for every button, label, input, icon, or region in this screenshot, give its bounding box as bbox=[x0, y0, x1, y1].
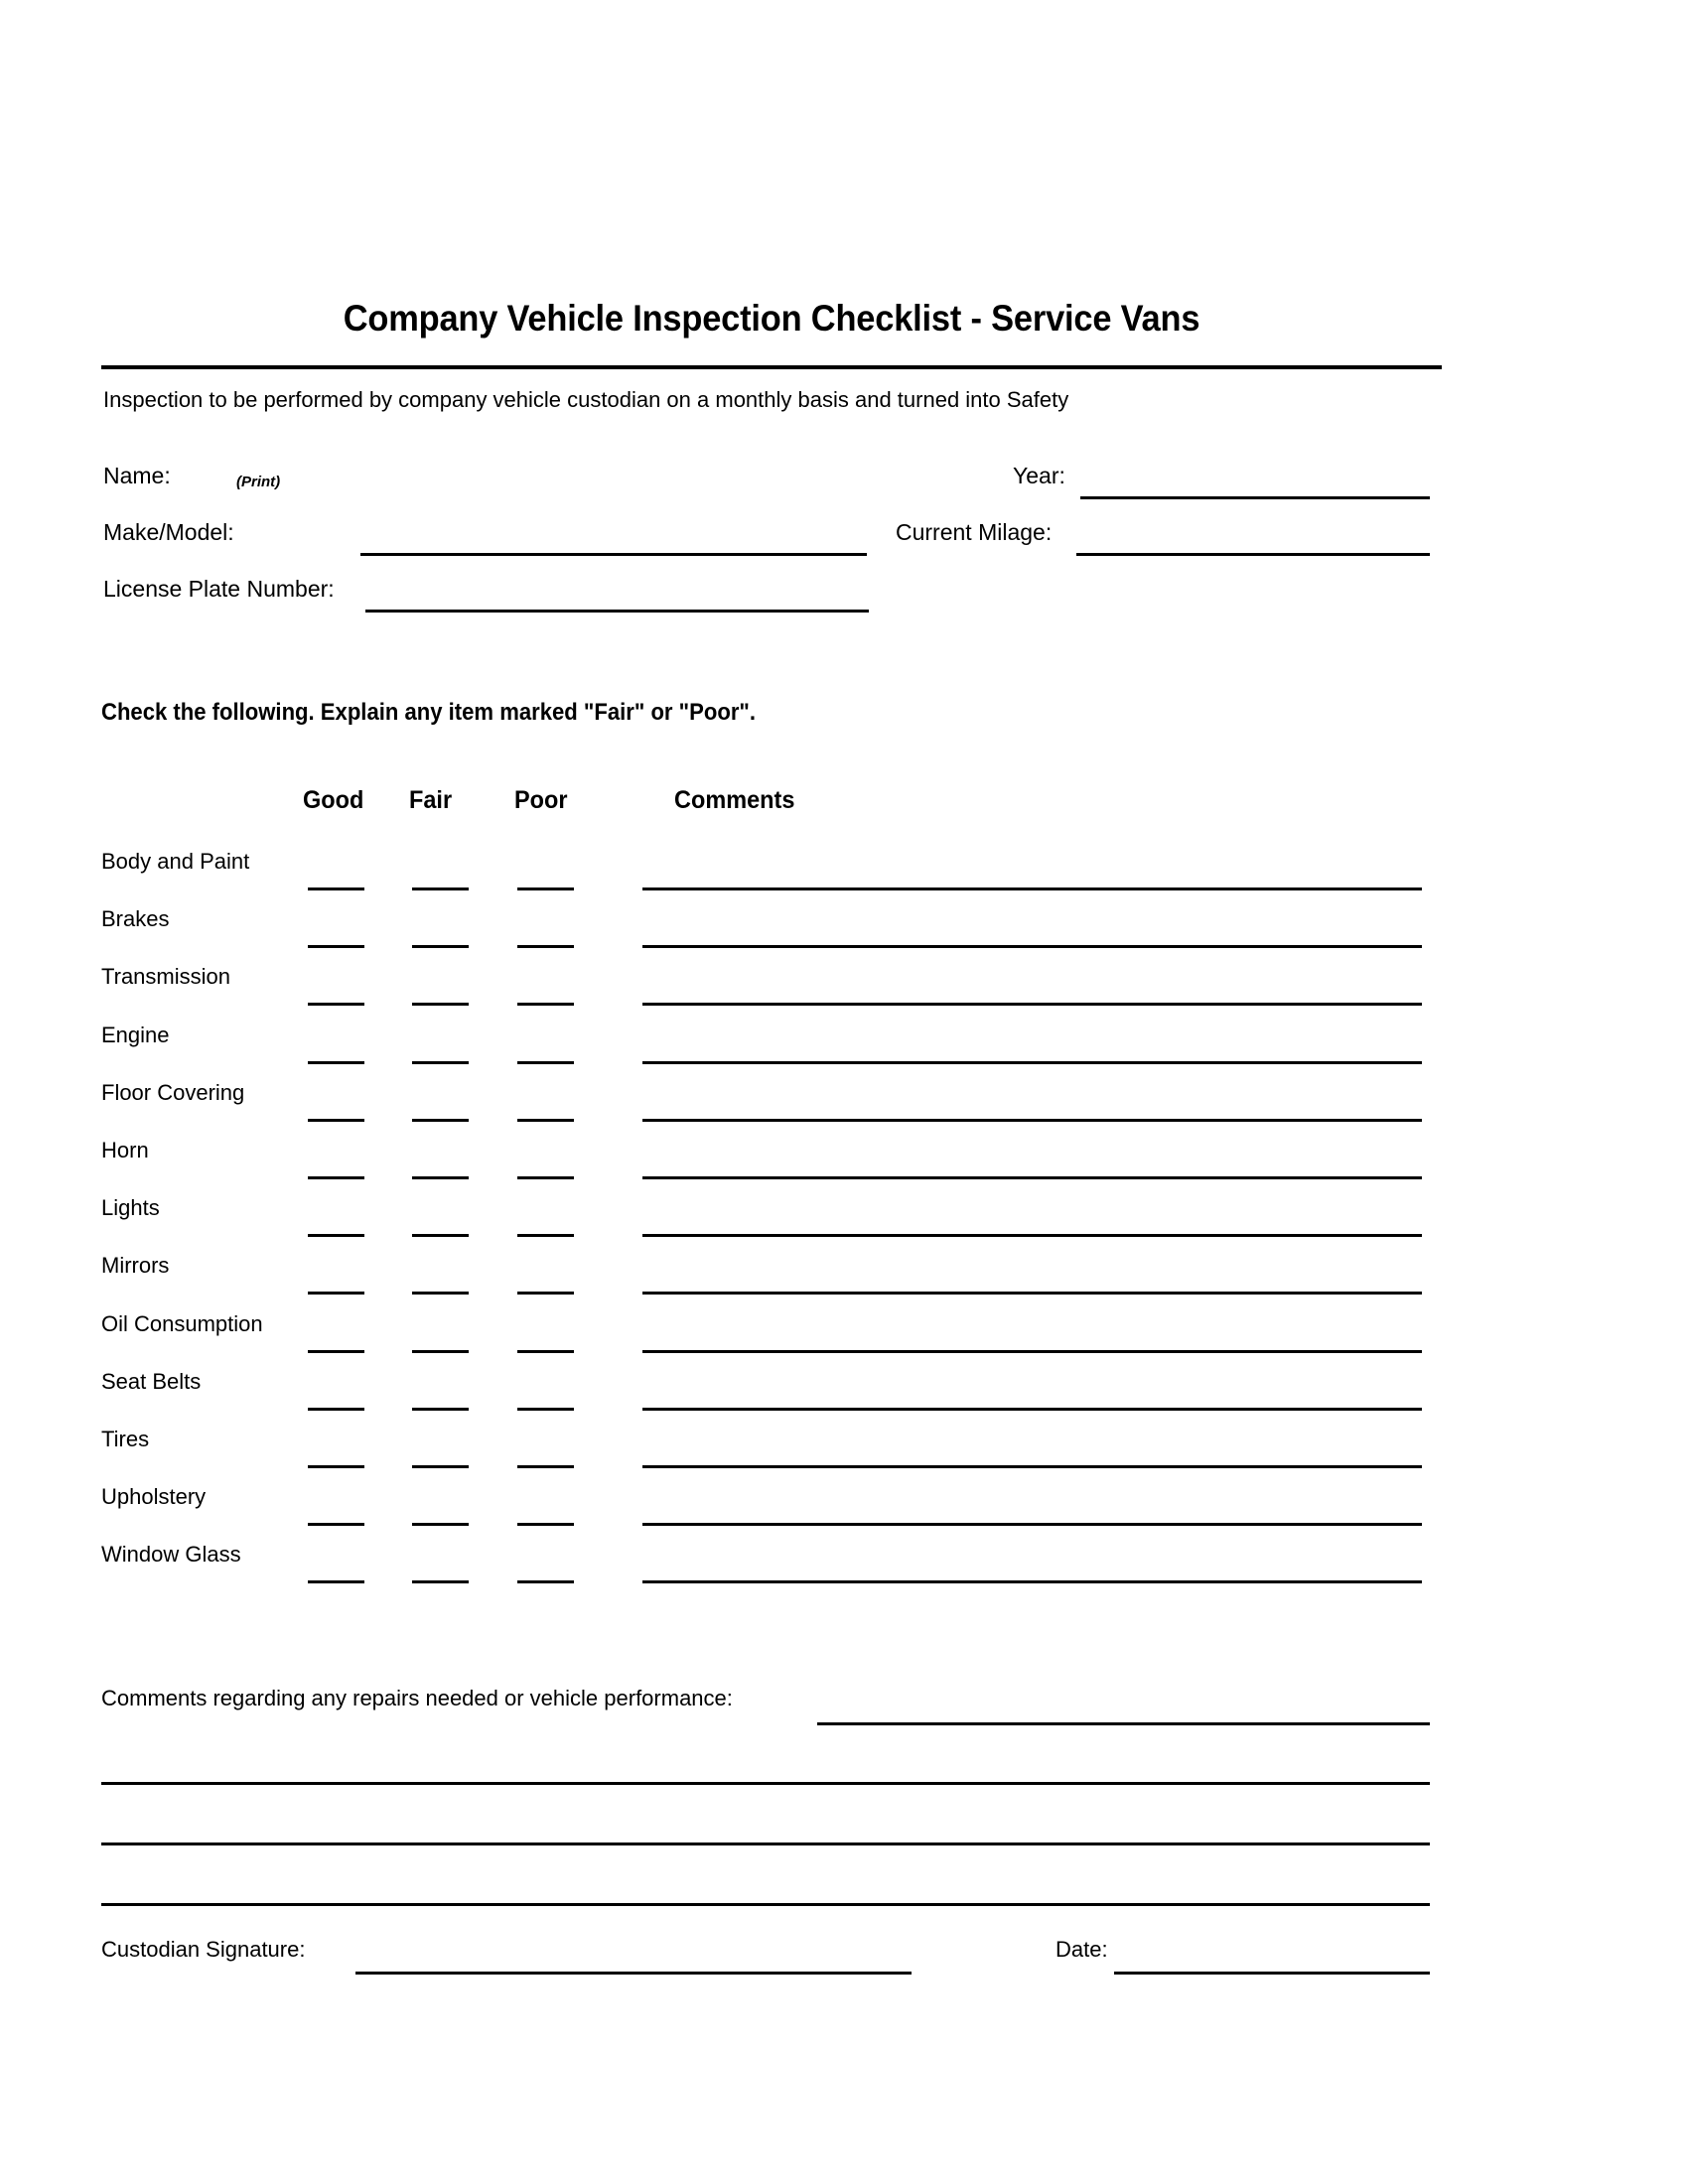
checklist-row-label: Lights bbox=[101, 1195, 160, 1221]
comment-input-line[interactable] bbox=[642, 1408, 1422, 1411]
comment-input-line[interactable] bbox=[642, 1523, 1422, 1526]
intro-text: Inspection to be performed by company vehicle custodian on a monthly basis and turned into Safety bbox=[103, 387, 1069, 412]
year-label: Year: bbox=[1013, 463, 1065, 488]
checklist-row-label: Brakes bbox=[101, 906, 170, 932]
checkbox-blank-good[interactable] bbox=[308, 1061, 364, 1064]
checkbox-blank-poor[interactable] bbox=[517, 1003, 574, 1006]
checkbox-blank-poor[interactable] bbox=[517, 1234, 574, 1237]
checkbox-blank-poor[interactable] bbox=[517, 1580, 574, 1583]
checkbox-blank-good[interactable] bbox=[308, 1234, 364, 1237]
license-plate-label: License Plate Number: bbox=[103, 576, 335, 602]
checkbox-blank-poor[interactable] bbox=[517, 1350, 574, 1353]
column-header-good: Good bbox=[303, 786, 364, 814]
comment-input-line[interactable] bbox=[642, 1003, 1422, 1006]
checkbox-blank-good[interactable] bbox=[308, 1292, 364, 1295]
page-title: Company Vehicle Inspection Checklist - Service Vans bbox=[343, 298, 1200, 339]
checkbox-blank-fair[interactable] bbox=[412, 1292, 469, 1295]
make-model-input-line[interactable] bbox=[360, 553, 867, 556]
comment-input-line[interactable] bbox=[642, 887, 1422, 890]
checkbox-blank-fair[interactable] bbox=[412, 1350, 469, 1353]
comment-input-line[interactable] bbox=[642, 1580, 1422, 1583]
name-label: Name: bbox=[103, 463, 171, 488]
comment-input-line[interactable] bbox=[642, 945, 1422, 948]
checklist-row-label: Engine bbox=[101, 1022, 170, 1047]
checkbox-blank-poor[interactable] bbox=[517, 945, 574, 948]
checkbox-blank-good[interactable] bbox=[308, 1580, 364, 1583]
checklist-row-label: Window Glass bbox=[101, 1542, 241, 1568]
checkbox-blank-good[interactable] bbox=[308, 1003, 364, 1006]
repair-comments-label: Comments regarding any repairs needed or vehicle performance: bbox=[101, 1686, 733, 1710]
license-plate-input-line[interactable] bbox=[365, 610, 869, 613]
checkbox-blank-fair[interactable] bbox=[412, 1580, 469, 1583]
checkbox-blank-fair[interactable] bbox=[412, 1465, 469, 1468]
column-header-poor: Poor bbox=[514, 786, 568, 814]
repair-comments-line-3[interactable] bbox=[101, 1843, 1430, 1845]
checkbox-blank-fair[interactable] bbox=[412, 1176, 469, 1179]
checkbox-blank-poor[interactable] bbox=[517, 1408, 574, 1411]
comment-input-line[interactable] bbox=[642, 1234, 1422, 1237]
checklist-row-label: Transmission bbox=[101, 964, 230, 990]
date-label: Date: bbox=[1055, 1937, 1108, 1962]
checkbox-blank-fair[interactable] bbox=[412, 1523, 469, 1526]
checkbox-blank-fair[interactable] bbox=[412, 1408, 469, 1411]
column-header-comments: Comments bbox=[674, 786, 795, 814]
checkbox-blank-poor[interactable] bbox=[517, 1176, 574, 1179]
custodian-signature-label: Custodian Signature: bbox=[101, 1937, 306, 1962]
column-header-fair: Fair bbox=[409, 786, 453, 814]
checklist-row-label: Mirrors bbox=[101, 1253, 170, 1279]
checklist-row-label: Tires bbox=[101, 1427, 150, 1451]
checklist-row-label: Floor Covering bbox=[101, 1079, 245, 1105]
custodian-signature-line[interactable] bbox=[355, 1972, 912, 1975]
checkbox-blank-good[interactable] bbox=[308, 1465, 364, 1468]
year-input-line[interactable] bbox=[1080, 496, 1430, 499]
checkbox-blank-good[interactable] bbox=[308, 1119, 364, 1122]
checkbox-blank-poor[interactable] bbox=[517, 1465, 574, 1468]
make-model-label: Make/Model: bbox=[103, 519, 234, 545]
checkbox-blank-good[interactable] bbox=[308, 1523, 364, 1526]
checkbox-blank-poor[interactable] bbox=[517, 1119, 574, 1122]
comment-input-line[interactable] bbox=[642, 1465, 1422, 1468]
checkbox-blank-poor[interactable] bbox=[517, 887, 574, 890]
current-milage-input-line[interactable] bbox=[1076, 553, 1430, 556]
checkbox-blank-fair[interactable] bbox=[412, 1003, 469, 1006]
comment-input-line[interactable] bbox=[642, 1119, 1422, 1122]
checkbox-blank-poor[interactable] bbox=[517, 1292, 574, 1295]
title-divider bbox=[101, 365, 1442, 369]
comment-input-line[interactable] bbox=[642, 1061, 1422, 1064]
checklist-row-label: Oil Consumption bbox=[101, 1310, 263, 1336]
repair-comments-line-4[interactable] bbox=[101, 1903, 1430, 1906]
comment-input-line[interactable] bbox=[642, 1292, 1422, 1295]
checkbox-blank-good[interactable] bbox=[308, 887, 364, 890]
checkbox-blank-fair[interactable] bbox=[412, 887, 469, 890]
checklist-row-label: Body and Paint bbox=[101, 849, 250, 874]
checklist-row-label: Seat Belts bbox=[101, 1368, 202, 1394]
checkbox-blank-good[interactable] bbox=[308, 1350, 364, 1353]
current-milage-label: Current Milage: bbox=[896, 519, 1053, 545]
checkbox-blank-fair[interactable] bbox=[412, 1061, 469, 1064]
repair-comments-line-1[interactable] bbox=[817, 1722, 1430, 1725]
repair-comments-line-2[interactable] bbox=[101, 1782, 1430, 1785]
checkbox-blank-fair[interactable] bbox=[412, 1119, 469, 1122]
section-heading: Check the following. Explain any item marked "Fair" or "Poor". bbox=[101, 699, 757, 726]
checkbox-blank-good[interactable] bbox=[308, 1408, 364, 1411]
checklist-row-label: Horn bbox=[101, 1138, 149, 1162]
date-input-line[interactable] bbox=[1114, 1972, 1430, 1975]
checkbox-blank-fair[interactable] bbox=[412, 1234, 469, 1237]
name-print-hint: (Print) bbox=[236, 474, 281, 490]
checkbox-blank-poor[interactable] bbox=[517, 1061, 574, 1064]
checkbox-blank-fair[interactable] bbox=[412, 945, 469, 948]
checkbox-blank-good[interactable] bbox=[308, 1176, 364, 1179]
checklist-row-label: Upholstery bbox=[101, 1484, 207, 1510]
checkbox-blank-poor[interactable] bbox=[517, 1523, 574, 1526]
checkbox-blank-good[interactable] bbox=[308, 945, 364, 948]
comment-input-line[interactable] bbox=[642, 1176, 1422, 1179]
comment-input-line[interactable] bbox=[642, 1350, 1422, 1353]
